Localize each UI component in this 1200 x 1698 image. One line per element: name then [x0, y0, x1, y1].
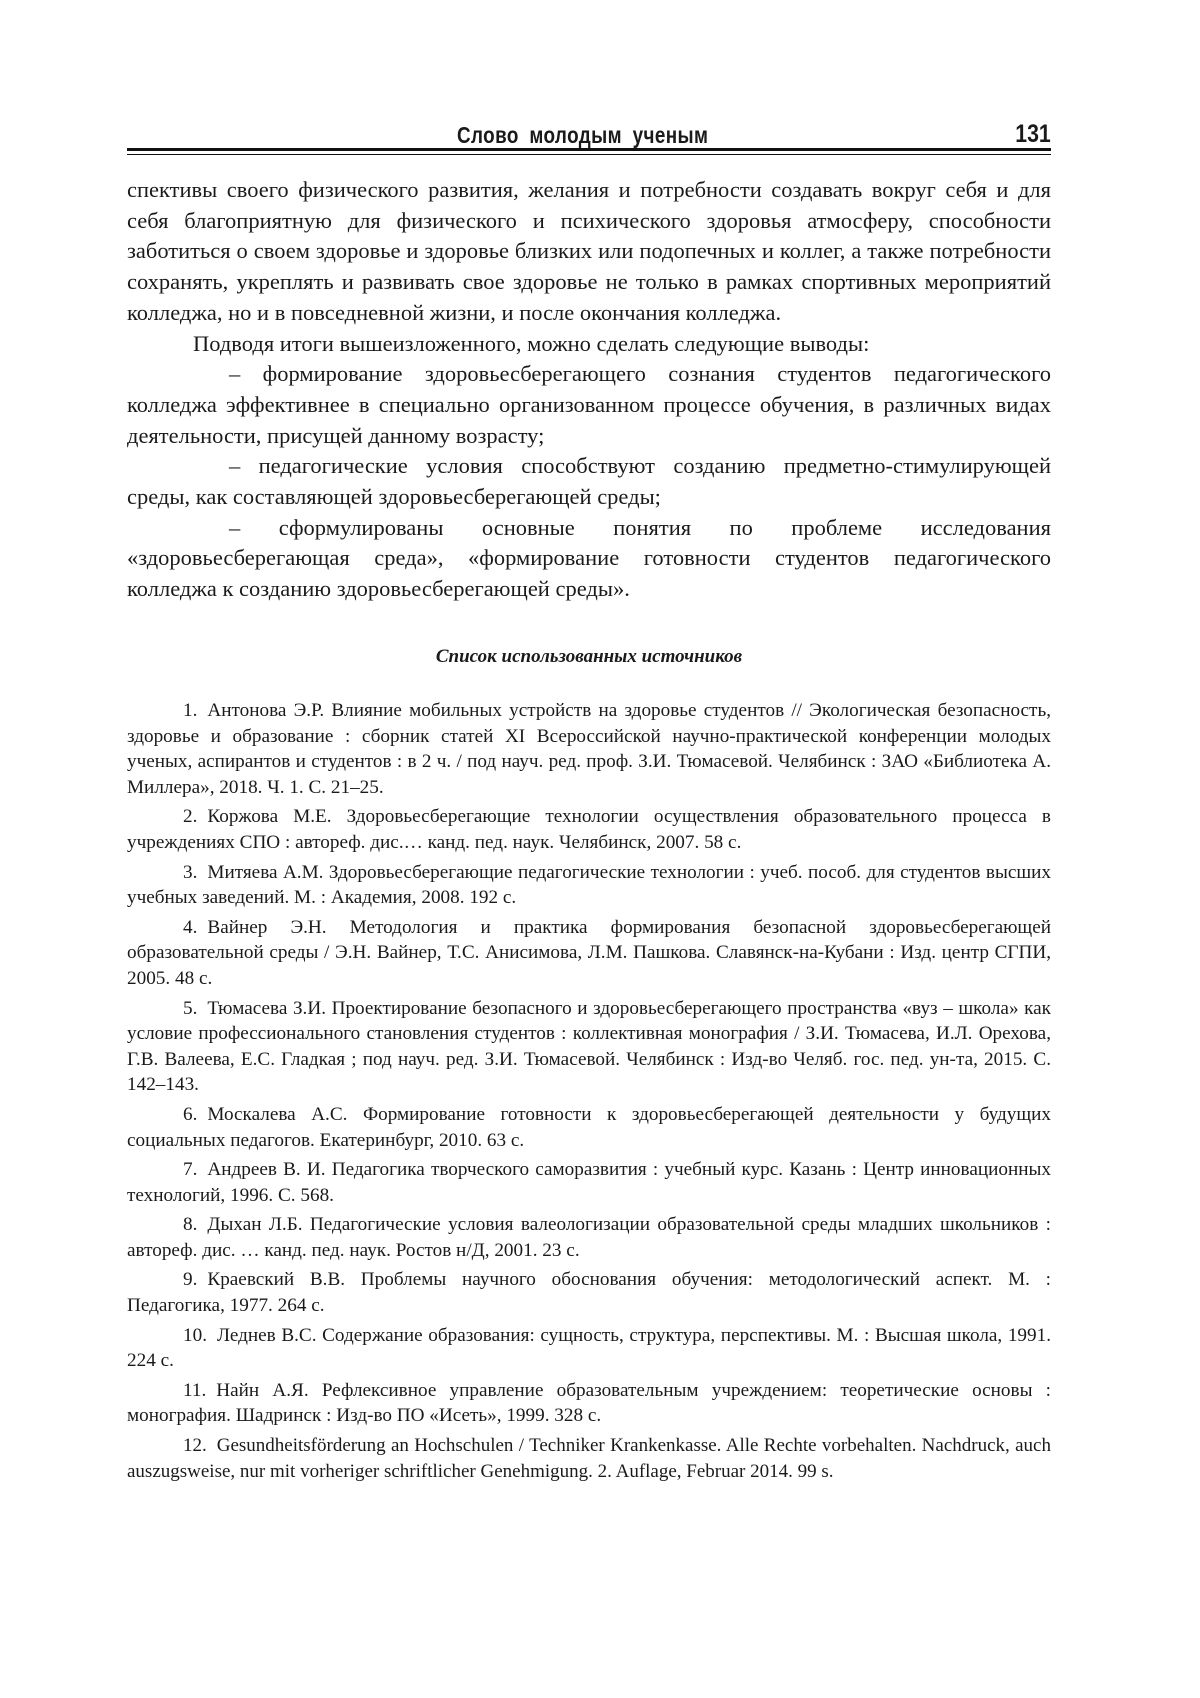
reference-text: Тюмасева З.И. Проектирование безопасного и здоровьесберегающего пространства «вуз – школа» как условие профессионального становления студентов : коллективная монография / З.И. Тюмасева, И.Л. Орехова, Г.В. Валеева, Е.С. Гладкая ; под науч. ред. З.И. Тюмасевой. Челябинск : Изд-во Челяб. гос. пед. ун-та, 2015. С. 142–143.: [127, 997, 1051, 1096]
reference-item: [127, 1157, 1051, 1208]
references-list: [127, 698, 1051, 1488]
reference-text: Коржова М.Е. Здоровьесберегающие технологии осуществления образовательного процесса в учреждениях СПО : автореф. дис.… канд. пед. наук. Челябинск, 2007. 58 с.: [127, 806, 1051, 853]
reference-number: 4.: [183, 916, 198, 938]
reference-number: 2.: [183, 806, 198, 828]
reference-item: [127, 1323, 1051, 1374]
paragraph-conclusions-intro: Подводя итоги вышеизложенного, можно сделать следующие выводы:: [193, 330, 870, 356]
reference-text: Gesundheitsförderung an Hochschulen / Techniker Krankenkasse. Alle Rechte vorbehalten. Nachdruck, auch auszugsweise, nur mit vorheriger schriftlicher Genehmigung. 2. Auflage, Februar 2014. 99 s.: [127, 1435, 1051, 1482]
reference-text: Краевский В.В. Проблемы научного обоснования обучения: методологический аспект. М. : Педагогика, 1977. 264 с.: [127, 1269, 1051, 1317]
reference-text: Андреев В. И. Педагогика творческого саморазвития : учебный курс. Казань : Центр инновационных технологий, 1996. С. 568.: [127, 1159, 1051, 1206]
reference-item: [127, 1267, 1051, 1318]
reference-item: [127, 698, 1051, 800]
reference-item: [127, 996, 1051, 1098]
reference-item: [127, 804, 1051, 855]
reference-text: Москалева А.С. Формирование готовности к здоровьесберегающей деятельности у будущих социальных педагогов. Екатеринбург, 2010. 63 с.: [127, 1103, 1051, 1151]
header-rule-thin: [127, 154, 1051, 155]
reference-number: 8.: [183, 1214, 198, 1236]
header-rule-thick: [127, 148, 1051, 151]
conclusion-item: – формирование здоровьесберегающего сознания студентов педагогического колледжа эффективнее в специально организованном процессе обучения, в различных видах деятельности, присущей данному возрасту;: [127, 361, 1051, 448]
reference-number: 1.: [183, 700, 198, 721]
reference-number: 9.: [183, 1269, 198, 1291]
reference-item: [127, 1433, 1051, 1484]
reference-number: 11.: [183, 1379, 207, 1401]
section-title: Слово молодым ученым: [457, 122, 709, 148]
reference-item: [127, 860, 1051, 911]
reference-text: Вайнер Э.Н. Методология и практика формирования безопасной здоровьесберегающей образовательной среды / Э.Н. Вайнер, Т.С. Анисимова, Л.М. Пашкова. Славянск-на-Кубани : Изд. центр СГПИ, 2005. 48 с.: [127, 916, 1051, 989]
page-number: 131: [1015, 120, 1051, 148]
reference-item: [127, 1378, 1051, 1429]
reference-text: Дыхан Л.Б. Педагогические условия валеологизации образовательной среды младших школьников : автореф. дис. … канд. пед. наук. Ростов н/Д, 2001. 23 с.: [127, 1214, 1051, 1261]
reference-number: 5.: [183, 997, 198, 1019]
reference-number: 3.: [183, 861, 198, 883]
reference-text: Найн А.Я. Рефлексивное управление образовательным учреждением: теоретические основы : монография. Шадринск : Изд-во ПО «Исеть», 1999. 328 с.: [127, 1379, 1051, 1427]
reference-item: [127, 915, 1051, 992]
paragraph-continuation: спективы своего физического развития, желания и потребности создавать вокруг себя и для себя благоприятную для физического и психического здоровья атмосферу, способности заботиться о своем здоровье и здоровье близких или подопечных и коллег, а также потребности сохранять, укреплять и развивать свое здоровье не только в рамках спортивных мероприятий колледжа, но и в повседневной жизни, и после окончания колледжа.: [127, 177, 1051, 325]
reference-text: Леднев В.С. Содержание образования: сущность, структура, перспективы. М. : Высшая школа, 1991. 224 с.: [127, 1324, 1051, 1372]
references-heading: Список использованных источников: [435, 646, 743, 667]
reference-number: 7.: [183, 1159, 198, 1181]
reference-number: 12.: [183, 1435, 207, 1457]
reference-text: Митяева А.М. Здоровьесберегающие педагогические технологии : учеб. пособ. для студентов высших учебных заведений. М. : Академия, 2008. 192 с.: [127, 861, 1051, 909]
reference-item: [127, 1212, 1051, 1263]
reference-text: Антонова Э.Р. Влияние мобильных устройств на здоровье студентов // Экологическая безопасность, здоровье и образование : сборник статей XI Всероссийской научно-практической конференции молодых ученых, аспирантов и студентов : в 2 ч. / под науч. ред. проф. З.И. Тюмасевой. Челябинск : ЗАО «Библиотека А. Миллера», 2018. Ч. 1. С. 21–25.: [127, 700, 1051, 798]
main-text: [127, 175, 1051, 605]
reference-item: [127, 1102, 1051, 1153]
conclusion-item: – педагогические условия способствуют созданию предметно-стимулирующей среды, как составляющей здоровьесберегающей среды;: [127, 453, 1051, 510]
reference-number: 6.: [183, 1103, 198, 1125]
conclusion-item: – сформулированы основные понятия по проблеме исследования «здоровьесберегающая среда», «формирование готовности студентов педагогического колледжа к созданию здоровьесберегающей среды».: [127, 514, 1051, 602]
reference-number: 10.: [183, 1324, 207, 1346]
